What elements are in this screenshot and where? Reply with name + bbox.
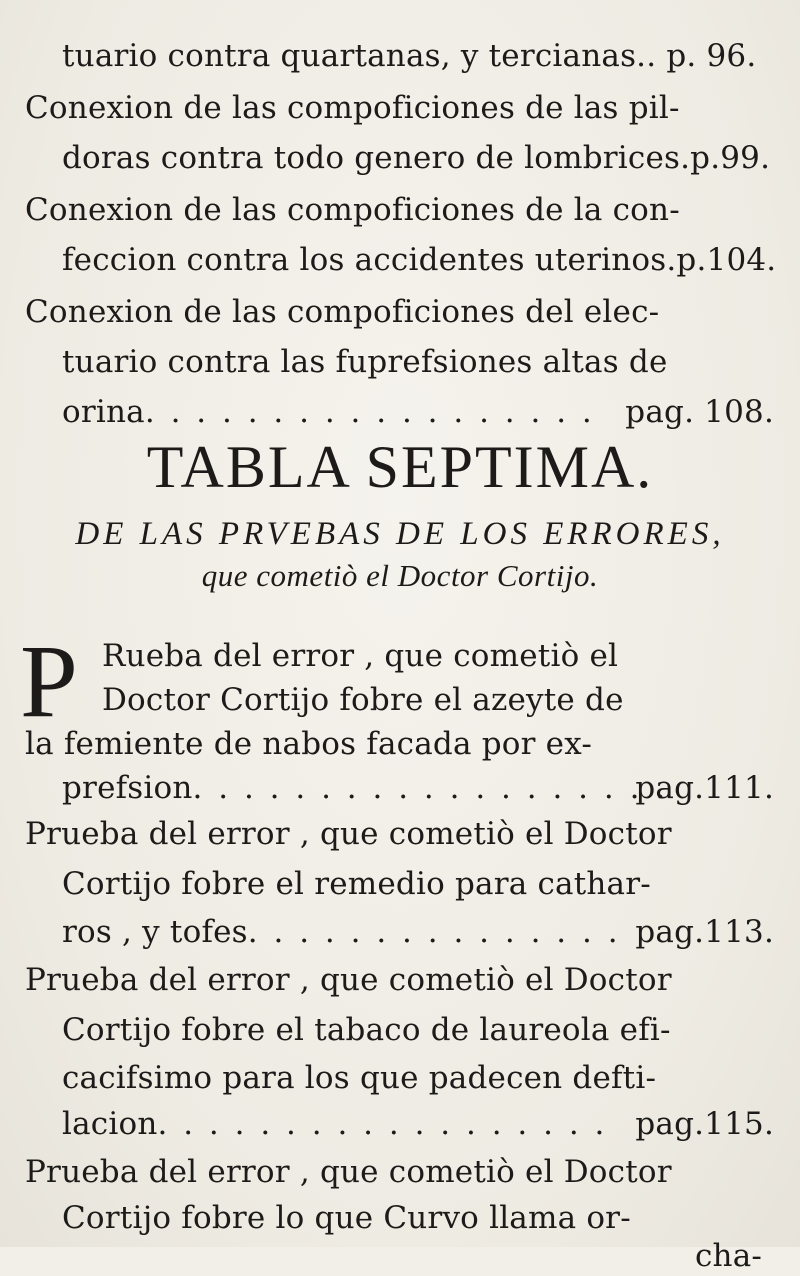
dot-leader: . . . . . . . . . . . . . . . . . .	[144, 394, 595, 430]
entry-line-with-page	[62, 912, 774, 952]
entry-line-with-page	[62, 392, 774, 432]
entry-text: lacion	[62, 1106, 158, 1142]
entry-line: feccion contra los accidentes uterinos.p.104.	[62, 242, 777, 278]
entry-text: prefsion	[62, 770, 193, 806]
dot-leader: . . . . . . . . . . . . . . .	[247, 914, 621, 950]
entry-line: Conexion de las compoficiones de la con-	[25, 192, 680, 228]
entry-line-with-page	[62, 768, 774, 808]
dot-leader: . . . . . . . . . . . . . . . . . . .	[192, 770, 669, 806]
entry-line: Conexion de las compoficiones de las pil-	[25, 90, 680, 126]
entry-line: la femiente de nabos facada por ex-	[25, 726, 593, 762]
page-ref: pag.115.	[635, 1106, 774, 1142]
entry-line: Prueba del error , que cometiò el Doctor	[25, 962, 672, 998]
section-subtitle: DE LAS PRVEBAS DE LOS ERRORES,	[75, 516, 725, 552]
entry-text: ros , y tofes	[62, 914, 248, 950]
catchword: cha-	[695, 1238, 763, 1274]
entry-line: tuario contra las fuprefsiones altas de	[62, 344, 668, 380]
entry-line: Prueba del error , que cometiò el Doctor	[25, 1154, 672, 1190]
dot-leader: . . . . . . . . . . . . . . . . . .	[157, 1106, 608, 1142]
entry-line: doras contra todo genero de lombrices.p.99.	[62, 140, 771, 176]
entry-line: Doctor Cortijo fobre el azeyte de	[102, 682, 624, 718]
entry-line: Conexion de las compoficiones del elec-	[25, 294, 660, 330]
entry-line-with-page	[62, 1104, 774, 1144]
entry-line: Cortijo fobre el tabaco de laureola efi-	[62, 1012, 671, 1048]
page-ref: pag.111.	[635, 770, 774, 806]
drop-cap: P	[20, 624, 78, 739]
entry-line: Cortijo fobre el remedio para cathar-	[62, 866, 651, 902]
entry-line: tuario contra quartanas, y tercianas.. p. 96.	[62, 38, 757, 74]
page-ref: pag. 108.	[625, 394, 774, 430]
section-title: TABLA SEPTIMA.	[146, 434, 654, 500]
page-ref: pag.113.	[635, 914, 774, 950]
entry-line: Rueba del error , que cometiò el	[102, 638, 619, 674]
section-subtitle-italic: que cometiò el Doctor Cortijo.	[201, 558, 599, 593]
entry-text: orina	[62, 394, 145, 430]
entry-line: cacifsimo para los que padecen defti-	[62, 1060, 657, 1096]
entry-line: Cortijo fobre lo que Curvo llama or-	[62, 1200, 631, 1236]
entry-line: Prueba del error , que cometiò el Doctor	[25, 816, 672, 852]
